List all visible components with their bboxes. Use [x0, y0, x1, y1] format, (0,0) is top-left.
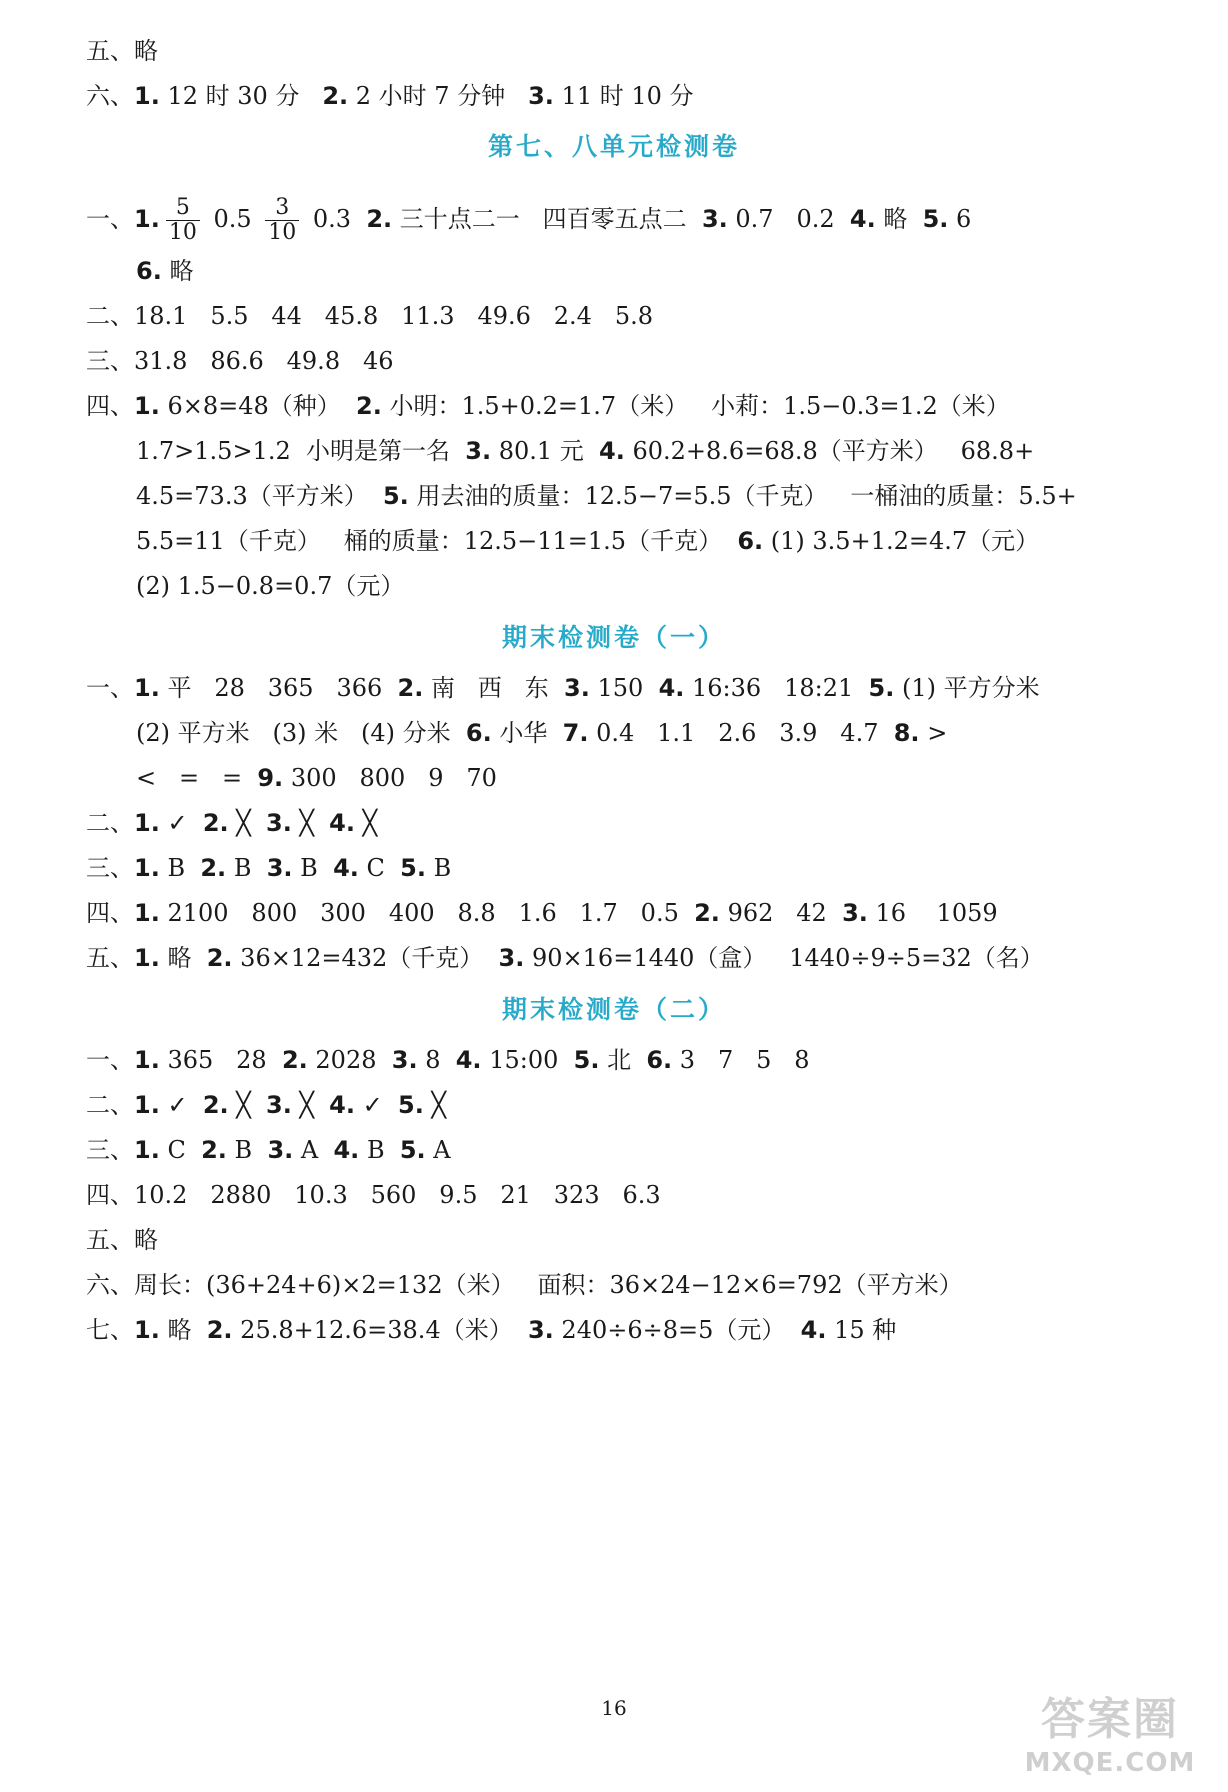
fraction: $\frac{5}{10}$: [166, 196, 200, 245]
answer-line: 二、1. ✓ 2. ╳ 3. ╳ 4. ╳: [86, 809, 378, 837]
answer-line: 4.5=73.3（平方米） 5. 用去油的质量：12.5−7=5.5（千克） 一桶油的质量：5.5+: [136, 482, 1077, 510]
answer-line: (2) 1.5−0.8=0.7（元）: [136, 572, 405, 600]
fraction: $\frac{3}{10}$: [265, 196, 299, 245]
section-title: 第七、八单元检测卷: [487, 132, 740, 161]
section-title: 期末检测卷（二）: [501, 995, 726, 1024]
section-title: 期末检测卷（一）: [501, 623, 726, 652]
answer-line: 二、1. ✓ 2. ╳ 3. ╳ 4. ✓ 5. ╳: [86, 1091, 446, 1119]
answer-line: 6. 略: [136, 257, 194, 285]
answer-line: 五、略: [86, 37, 158, 65]
answer-line: 五、略: [86, 1226, 158, 1254]
answer-line: 四、10.2 2880 10.3 560 9.5 21 323 6.3: [86, 1181, 661, 1209]
answer-line: 四、1. 2100 800 300 400 8.8 1.6 1.7 0.5 2. 962 42 3. 16 1059: [86, 899, 998, 927]
answer-line: 三、31.8 86.6 49.8 46: [86, 347, 394, 375]
watermark-title: 答案圈: [1041, 1694, 1179, 1745]
answer-line: 1.7>1.5>1.2 小明是第一名 3. 80.1 元 4. 60.2+8.6=68.8（平方米） 68.8+: [136, 437, 1035, 465]
answer-line: 三、1. B 2. B 3. B 4. C 5. B: [86, 854, 452, 882]
answer-line: < = = 9. 300 800 9 70: [136, 764, 497, 792]
answer-line: 六、1. 12 时 30 分 2. 2 小时 7 分钟 3. 11 时 10 分: [86, 82, 694, 110]
watermark-logo: [1010, 1692, 1210, 1784]
answer-line: 一、1. $\frac{5}{10}$ 0.5 $\frac{3}{10}$ 0.3 2. 三十点二一 四百零五点二 3. 0.7 0.2 4. 略 5. 6: [86, 195, 972, 245]
answer-line: 一、1. 平 28 365 366 2. 南 西 东 3. 150 4. 16:36 18:21 5. (1) 平方分米: [86, 674, 1040, 702]
answer-line: 五、1. 略 2. 36×12=432（千克） 3. 90×16=1440（盒） 1440÷9÷5=32（名）: [86, 944, 1044, 972]
watermark-url: MXQE.COM: [1024, 1748, 1196, 1778]
answer-line: 二、18.1 5.5 44 45.8 11.3 49.6 2.4 5.8: [86, 302, 653, 330]
answer-line: (2) 平方米 (3) 米 (4) 分米 6. 小华 7. 0.4 1.1 2.6 3.9 4.7 8. >: [136, 719, 948, 747]
answer-line: 四、1. 6×8=48（种） 2. 小明：1.5+0.2=1.7（米） 小莉：1.5−0.3=1.2（米）: [86, 392, 1010, 420]
answer-line: 六、周长：(36+24+6)×2=132（米） 面积：36×24−12×6=792（平方米）: [86, 1271, 963, 1299]
answer-line: 一、1. 365 28 2. 2028 3. 8 4. 15:00 5. 北 6. 3 7 5 8: [86, 1046, 810, 1074]
answer-line: 七、1. 略 2. 25.8+12.6=38.4（米） 3. 240÷6÷8=5（元） 4. 15 种: [86, 1316, 897, 1344]
page-number: 16: [601, 1696, 627, 1720]
answer-line: 三、1. C 2. B 3. A 4. B 5. A: [86, 1136, 451, 1164]
answer-line: 5.5=11（千克） 桶的质量：12.5−11=1.5（千克） 6. (1) 3.5+1.2=4.7（元）: [136, 527, 1040, 555]
